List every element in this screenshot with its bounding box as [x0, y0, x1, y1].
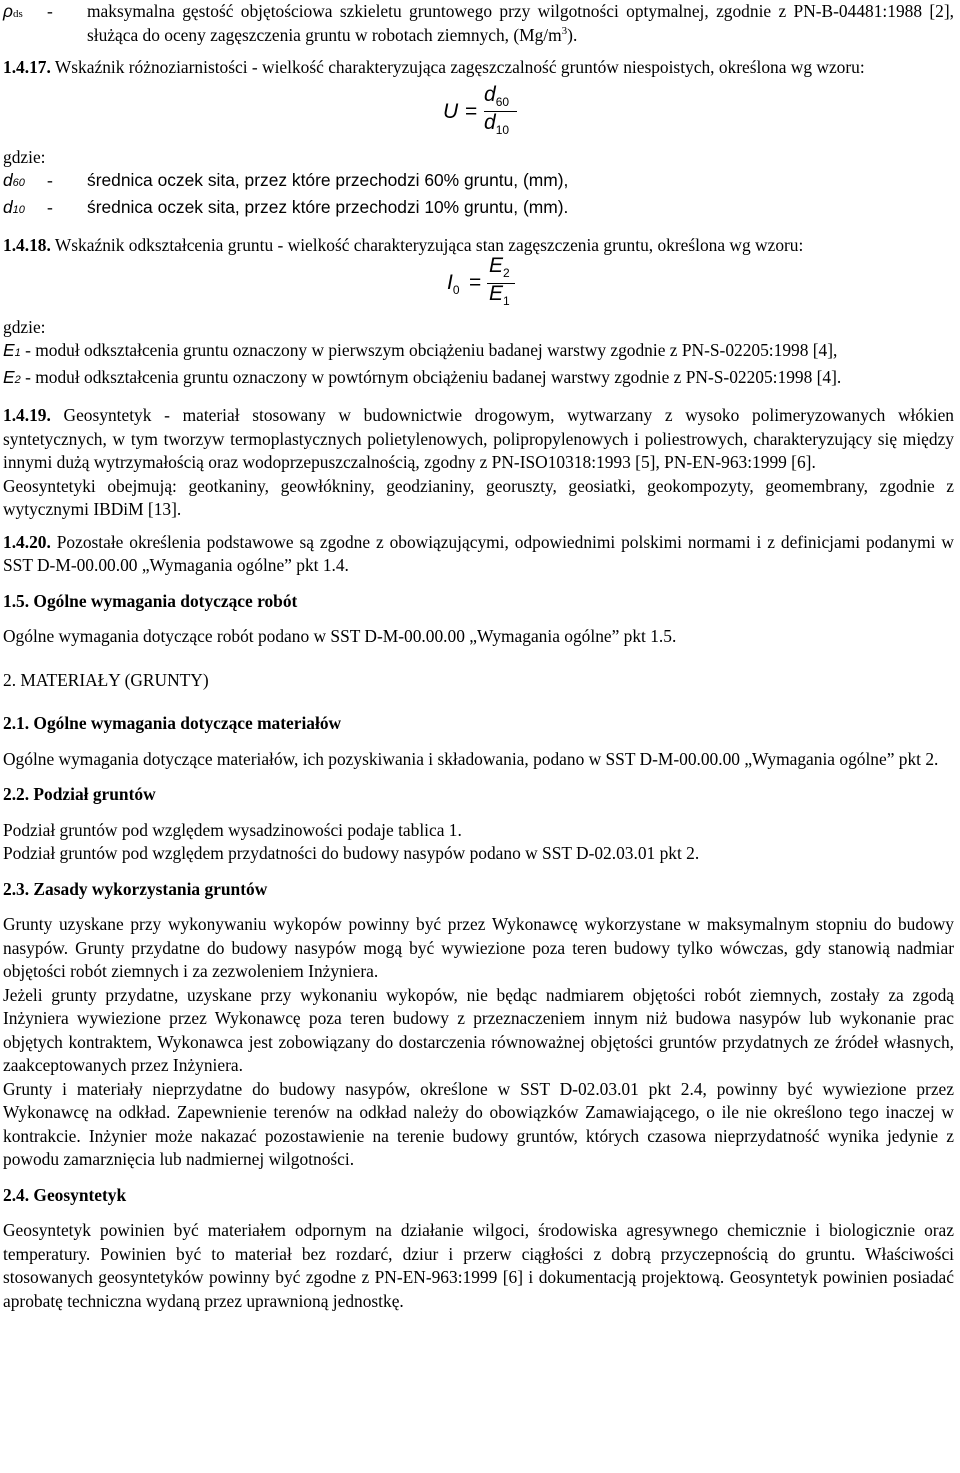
paragraph-2-1: Ogólne wymagania dotyczące materiałów, ich pozyskiwania i składowania, podano w SST D-M-00.00.00 „Wymagania ogólne” pkt 2.	[3, 748, 939, 769]
geosynthetics-list: Geosyntetyki obejmują: geotkaniny, geowłókniny, geodzianiny, georuszty, geosiatki, geokompozyty, geomembrany, zgodnie z wytycznymi IBDiM [13].	[3, 475, 954, 519]
definition-d60	[3, 169, 954, 196]
denominator-subscript: 10	[495, 122, 510, 137]
definition-text: - moduł odkształcenia gruntu oznaczony w pierwszym obciążeniu badanej warstwy zgodnie z PN-S-02205:1998 [4],	[20, 340, 838, 360]
definition-d10	[3, 196, 954, 223]
definition-text: średnica oczek sita, przez które przechodzi 60% gruntu, (mm),	[87, 170, 569, 190]
formula-lhs: U	[443, 99, 459, 123]
symbol-d10	[3, 196, 47, 223]
section-1-4-20	[3, 531, 954, 578]
where-label: gdzie:	[3, 146, 46, 167]
definition-e2	[3, 366, 954, 393]
section-text: Pozostałe określenia podstawowe są zgodne z obowiązującymi, odpowiednimi polskimi normami i z definicjami podanymi w SST D-M-00.00.00 „Wymagania ogólne” pkt 1.4.	[3, 531, 954, 575]
symbol-rho-ds	[3, 0, 47, 27]
paragraph-2-2-a: Podział gruntów pod względem wysadzinowości podaje tablica 1.	[3, 819, 462, 840]
heading-2-4: 2.4. Geosyntetyk	[3, 1184, 127, 1205]
heading-1-5: 1.5. Ogólne wymagania dotyczące robót	[3, 590, 298, 611]
heading-2: 2. MATERIAŁY (GRUNTY)	[3, 669, 209, 690]
heading-2-1: 2.1. Ogólne wymagania dotyczące materiałów	[3, 713, 342, 733]
section-text: Wskaźnik odkształcenia gruntu - wielkość charakteryzująca stan zagęszczenia gruntu, określona wg wzoru:	[54, 235, 804, 255]
formula-denominator	[489, 282, 510, 314]
formula-lhs	[447, 271, 460, 303]
definition-dash: -	[47, 170, 53, 190]
symbol-subscript: 60	[12, 177, 25, 189]
section-number: 1.4.18.	[3, 235, 51, 255]
formula-denominator	[484, 111, 509, 143]
section-text: Geosyntetyk - materiał stosowany w budownictwie drogowym, wytwarzany z wysoko polimeryzowanych włókien syntetycznych, w tym tworzyw termoplastycznych polietylenowych, polipropylenowych i poliestrowych, charakteryzujący się między innymi dużą wytrzymałością oraz wodoprzepuszczalnością, zgodny z PN-ISO10318:1993 [5], PN-EN-963:1999 [6].	[3, 405, 954, 472]
symbol-subscript: 2	[14, 373, 21, 386]
denominator-symbol: E	[489, 281, 504, 305]
section-1-4-17	[3, 56, 954, 80]
document-page	[3, 0, 954, 1313]
heading-2-3: 2.3. Zasady wykorzystania gruntów	[3, 878, 268, 899]
denominator-symbol: d	[484, 110, 496, 134]
symbol-d60	[3, 169, 47, 196]
symbol-e1	[3, 340, 21, 360]
numerator-subscript: 2	[503, 265, 510, 280]
symbol-subscript: 1	[14, 347, 21, 359]
definition-rho-text	[87, 0, 954, 47]
section-1-4-19	[3, 404, 954, 475]
symbol-rho-glyph: ρ	[3, 1, 13, 21]
symbol-e: E	[3, 340, 15, 360]
rho-text: maksymalna gęstość objętościowa szkieletu gruntowego przy wilgotności optymalnej, zgodnie z PN-B-04481:1988 [2], służąca do oceny zagęszczenia gruntu w robotach ziemnych, (Mg/m	[87, 1, 954, 45]
section-1-4-18	[3, 234, 954, 258]
symbol-d: d	[3, 196, 13, 217]
section-text: Wskaźnik różnoziarnistości - wielkość charakteryzująca zagęszczalność gruntów niespoistych, określona wg wzoru:	[54, 57, 865, 77]
formula-uniformity-coefficient	[3, 80, 954, 142]
section-number: 1.4.19.	[3, 405, 51, 425]
paragraph-2-3-a: Grunty uzyskane przy wykonywaniu wykopów powinny być przez Wykonawcę wykorzystane w maksymalnym stopniu do budowy nasypów. Grunty przydatne do budowy nasypów mogą być wywiezione poza teren budowy tylko wówczas, gdy stanowią nadmiar objętości robót ziemnych i za zezwoleniem Inżyniera.	[3, 914, 954, 981]
formula-numerator	[489, 254, 510, 286]
formula-deformation-index	[3, 253, 954, 312]
section-number: 1.4.20.	[3, 531, 51, 552]
rho-superscript: 3	[561, 24, 568, 37]
rho-tail: ).	[567, 24, 578, 45]
lhs-subscript: 0	[452, 282, 460, 297]
formula-equals: =	[465, 99, 478, 123]
numerator-symbol: d	[484, 82, 496, 106]
paragraph-2-4: Geosyntetyk powinien być materiałem odpornym na działanie wilgoci, środowiska agresywnego chemicznie i biologicznie oraz temperatury. Powinien być to materiał bez rozdarć, dziur i przerw ciągłości z dobrą przyczepnością do gruntu. Właściwości stosowanych geosyntetyków powinny być zgodne z PN-EN-963:1999 [6] i dokumentacją projektową. Geosyntetyk powinien posiadać aprobatę techniczna wydaną przez uprawnioną jednostkę.	[3, 1220, 954, 1311]
definition-dash: -	[47, 196, 53, 217]
symbol-e2	[3, 367, 21, 387]
definition-text: średnica oczek sita, przez które przechodzi 10% gruntu, (mm).	[87, 196, 569, 217]
paragraph-2-3-b: Jeżeli grunty przydatne, uzyskane przy wykonaniu wykopów, nie będąc nadmiarem objętości robót ziemnych, zostały za zgodą Inżyniera wywiezione przez Wykonawcę poza teren budowy z przeznaczeniem innym niż budowa nasypów lub wykonanie prac objętych kontraktem, Wykonawca jest zobowiązany do dostarczenia równoważnej objętości gruntów przydatnych ze źródeł własnych, zaakceptowanych przez Inżyniera.	[3, 984, 954, 1075]
numerator-subscript: 60	[495, 94, 510, 109]
symbol-subscript: 10	[12, 203, 25, 216]
definition-e1	[3, 339, 954, 366]
formula-numerator	[484, 83, 509, 115]
symbol-d: d	[3, 170, 13, 190]
paragraph-2-3-c: Grunty i materiały nieprzydatne do budowy nasypów, określone w SST D-02.03.01 pkt 2.4, powinny być wywiezione przez Wykonawcę na odkład. Zapewnienie terenów na odkład należy do obowiązków Zamawiającego, o ile nie określono tego inaczej w kontrakcie. Inżynier może nakazać pozostawienie na terenie budowy gruntów, których czasowa nieprzydatność wynika jedynie z powodu zamarznięcia lub nadmiernej wilgotności.	[3, 1078, 954, 1169]
denominator-subscript: 1	[503, 293, 510, 308]
heading-2-2: 2.2. Podział gruntów	[3, 784, 156, 804]
where-label: gdzie:	[3, 316, 46, 337]
symbol-rho-subscript: ds	[12, 8, 23, 20]
paragraph-2-2-b: Podział gruntów pod względem przydatności do budowy nasypów podano w SST D-02.03.01 pkt 2.	[3, 843, 700, 863]
numerator-symbol: E	[489, 253, 504, 277]
section-number: 1.4.17.	[3, 57, 51, 77]
lhs-symbol: I	[447, 270, 453, 294]
paragraph-1-5: Ogólne wymagania dotyczące robót podano w SST D-M-00.00.00 „Wymagania ogólne” pkt 1.5.	[3, 626, 677, 646]
definition-rho-ds	[3, 0, 954, 47]
symbol-e: E	[3, 366, 15, 387]
definition-text: - moduł odkształcenia gruntu oznaczony w powtórnym obciążeniu badanej warstwy zgodnie z PN-S-02205:1998 [4].	[20, 366, 842, 387]
definition-dash: -	[47, 1, 53, 21]
formula-equals: =	[469, 270, 482, 294]
